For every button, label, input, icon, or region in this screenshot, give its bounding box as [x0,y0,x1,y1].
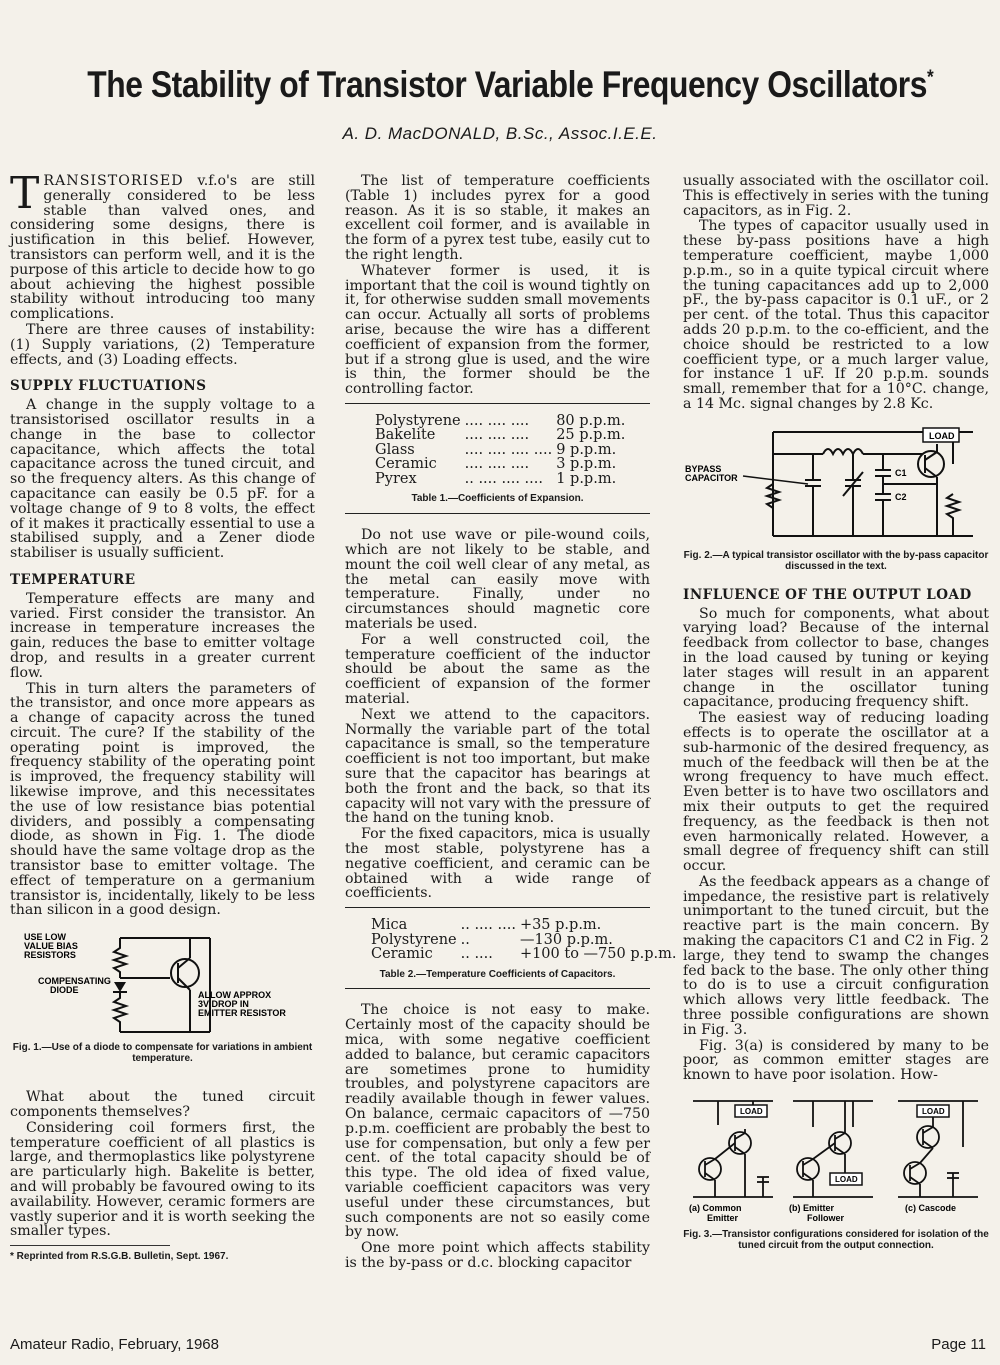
svg-text:3V DROP IN: 3V DROP IN [198,999,249,1010]
table-row [371,918,680,933]
table-cell-dots: .... .... .... [464,412,530,429]
paragraph: Next we attend to the capacitors. Normally the variable part of the total capacitance is small, so the temperature coefficient is not too important, but make sure that the capacitor has bearings at both the front and the back, so that its capacity will not vary with the pressure of the hand on the tuning knob. [345,706,650,827]
column-1 [10,168,315,1265]
paragraph: For the fixed capacitors, mica is usually the most stable, polystyrene has a negative coefficient, and ceramic can be obtained with a wide range of coefficients. [345,826,650,902]
table-cell-dots: .. .... .... [460,917,516,934]
table2-caption: Table 2.—Temperature Coefficients of Capacitors. [379,968,616,980]
table-cell-dots: .... .... .... [464,427,530,444]
table-cell-dots: .... .... .... .... [464,441,553,458]
fig3-schematic [683,1097,989,1225]
fig3a-load: LOAD [740,1107,763,1117]
fig1-label-diode: COMPENSATING [38,976,111,987]
intro-paragraph: TRANSISTORISED v.f.o's are still generally considered to be less stable than valved ones, and considering some designs, there is justification in this belief. However, transistors can perform well, and it is the purpose of this article to decide how to go about achieving the highest possible stability without introducing too many complications. [10,168,315,323]
fig3b-label: (b) Emitter [789,1203,834,1214]
svg-text:Follower: Follower [807,1213,845,1224]
table-cell-value: 9 p.p.m. [556,441,617,458]
fig3-caption: Fig. 3.—Transistor configurations considered for isolation of the tuned circuit from the output connection. [683,1229,989,1252]
table-row [375,443,629,458]
paragraph: The types of capacitor usually used in these by-pass positions have a high temperature coefficient, maybe 1,000 p.p.m., so in a quite typical circuit where the tuning capacitances add up to 2,000 pF., the by-pass capacitor is 0.1 uF., or 2 per cent. of the total. Thus this capacitor adds 20 p.p.m. to the co-efficient, and the choice should be restricted to a low coefficient type, or a much larger value, for instance 1 uF. If 20 p.p.m. sounds small, remember that for a 10°C. change, a 14 Mc. signal changes by 2.8 Kc. [683,218,989,412]
figure-2 [683,424,989,572]
table-cell-name: Pyrex [375,470,417,487]
paragraph: A change in the supply voltage to a transistorised oscillator results in a change in the base to collector capacitance, which affects the total capacitance across the tuned circuit, and so the frequency alters. As this change of capacitance can easily be 0.5 pF. for a voltage change of 9 to 8 volts, the effect of it makes it practically essential to use a stabilised supply, and a Zener diode stabiliser is usually sufficient. [10,397,315,562]
svg-text:DIODE: DIODE [50,985,79,996]
paragraph: Considering coil formers first, the temperature coefficient of all plastics is large, and thermoplastics like polystyrene are particularly high. Bakelite is better, and will probably be favoured owing to its availability. However, ceramic formers are vastly superior and it is worth seeking the smaller types. [10,1119,315,1240]
paragraph: The choice is not easy to make. Certainly most of the capacity should be mica, with some negative coefficient added to balance, but ceramic capacitors are sometimes prone to humidity troubles, and polystyrene capacitors are readily available though in fewer values. On balance, cermaic capacitors of —750 p.p.m. coefficient are probably the best to use for compensation, but only a few per cent. of the total capacity should be of this type. The old idea of fixed value, variable coefficient capacitors was very useful under these circumstances, but such components are not so easily come by now. [345,1002,650,1241]
svg-text:Emitter: Emitter [707,1213,739,1224]
table-cell-value: +35 p.p.m. [519,917,602,934]
table-cell-dots: .. .... [460,946,493,963]
fig3c-label: (c) Cascode [905,1203,957,1214]
fig1-label-emitter: ALLOW APPROX [198,990,272,1001]
fig2-schematic [683,424,989,546]
table-row [371,947,680,962]
table-2 [371,918,680,962]
svg-text:CAPACITOR: CAPACITOR [685,472,738,483]
paragraph: Whatever former is used, it is important that the coil is wound tightly on it, for otherwise sudden small movements can occur. Actually all sorts of problems arise, because the wire has a different coefficient of expansion from the former, but if a strong glue is used, and the wire is thin, the former should be the controlling factor. [345,262,651,398]
paragraph: Do not use wave or pile-wound coils, which are not likely to be stable, and mount the coil well clear of any metal, as the metal can easily move with temperature. Finally, under no circumstances should magnetic core materials be used. [345,527,650,633]
article-title: The Stability of Transistor Variable Frequency Oscillators* [87,64,934,105]
fig2-label-c1: C1 [895,467,907,478]
fig1-label-bias: USE LOW [24,932,66,943]
fig2-caption: Fig. 2.—A typical transistor oscillator with the by-pass capacitor discussed in the text. [683,549,989,572]
section-heading-load: INFLUENCE OF THE OUTPUT LOAD [683,586,972,603]
footer-publication: Amateur Radio, February, 1968 [10,1336,219,1353]
paragraph: One more point which affects stability is the by-pass or d.c. blocking capacitor [345,1240,650,1272]
table-cell-value: —130 p.p.m. [519,931,613,948]
fig3b-load: LOAD [835,1175,858,1185]
footer-page-number: Page 11 [931,1336,986,1353]
figure-1 [10,928,315,1064]
table-cell-name: Glass [375,441,415,458]
paragraph: There are three causes of instability: (1) Supply variations, (2) Temperature effects, and (3) Loading effects. [10,321,315,368]
paragraph: For a well constructed coil, the temperature coefficient of the inductor should be about the same as the coefficient of expansion of the former material. [345,631,650,708]
table1-caption: Table 1.—Coefficients of Expansion. [411,493,584,505]
paragraph: The list of temperature coefficients (Table 1) includes pyrex for a good reason. As it is so stable, it makes an excellent coil former, and is available in the form of a pyrex test tube, easily cut to the right length. [345,173,650,263]
table-cell-name: Polystyrene [375,412,461,429]
table-1 [375,414,629,487]
table-cell-value: 25 p.p.m. [556,427,626,444]
paragraph: Fig. 3(a) is considered by many to be poor, as common emitter stages are known to have poor isolation. How- [683,1037,989,1084]
table-cell-name: Bakelite [375,427,436,444]
table-cell-value: 3 p.p.m. [556,456,617,473]
fig2-label-c2: C2 [895,491,907,502]
fig2-label-load: LOAD [929,430,955,441]
svg-text:EMITTER RESISTOR: EMITTER RESISTOR [198,1008,286,1019]
table-cell-name: Ceramic [371,946,433,963]
section-heading-supply: SUPPLY FLUCTUATIONS [10,378,207,395]
author-byline: A. D. MacDONALD, B.Sc., Assoc.I.E.E. [342,124,658,143]
paragraph: usually associated with the oscillator coil. This is effectively in series with the tuning capacitors, as in Fig. 2. [683,173,989,219]
paragraph: So much for components, what about varying load? Because of the internal feedback from collector to base, changes in the load caused by tuning or keying later stages will result in an apparent change in the oscillator tuning capacitance, producing frequency shift. [683,605,989,711]
table1-rule [345,403,650,404]
fig1-schematic [10,928,315,1038]
table-cell-value: 1 p.p.m. [556,470,617,487]
fig2-label-bypass: BYPASS [685,463,722,474]
paragraph: What about the tuned circuit components themselves? [10,1089,315,1121]
paragraph: This in turn alters the parameters of the transistor, and once more appears as a change of capacity across the tuned circuit. The cure? If the stability of the operating point is improved, the frequency stability of the operating point is improved, the frequency stability will likewise improve, and this necessitates the use of low resistance bias potential dividers, and possibly a compensating diode, as shown in Fig. 1. The diode should have the same voltage drop as the transistor base to emitter voltage. The effect of temperature on a germanium transistor is, incidentally, likely to be less than silicon in a good design. [10,680,315,919]
drop-cap: T [10,168,40,219]
paragraph: As the feedback appears as a change of impedance, the resistive part is relatively unimportant to the tuned circuit, but the reactive part is the main concern. By making the capacitors C1 and C2 in Fig. 2 large, they tend to swamp the changes fed back to the base. The only other thing to do is to use a circuit configuration which allows very little feedback. The three possible configurations are shown in Fig. 3. [683,873,989,1038]
table1-rule-bottom [345,513,650,514]
svg-text:VALUE BIAS: VALUE BIAS [24,941,78,952]
table-row [375,457,629,472]
table-cell-name: Ceramic [375,456,437,473]
table2-rule-bottom [345,988,650,989]
table-row [371,933,680,948]
table-row [375,428,629,443]
fig3c-load: LOAD [922,1107,945,1117]
column-2 [345,173,677,1272]
table-cell-name: Mica [371,917,408,934]
table-cell-value: 80 p.p.m. [556,412,626,429]
table-cell-dots: .. .... .... .... [464,470,543,487]
fig3a-label: (a) Common [689,1203,742,1214]
fig1-caption: Fig. 1.—Use of a diode to compensate for variations in ambient temperature. [12,1042,313,1065]
table-cell-value: +100 to —750 p.p.m. [519,946,677,963]
table2-rule [345,907,650,908]
svg-text:RESISTORS: RESISTORS [24,950,76,961]
table-cell-dots: .... .... .... [464,456,530,473]
table-row [375,472,629,487]
figure-3 [683,1097,989,1251]
paragraph: The easiest way of reducing loading effects is to operate the oscillator at a sub-harmonic of the desired frequency, as much of the feedback will then be at the wrong frequency to have much effect. Even better is to have two oscillators and mix their outputs to get the required frequency, as the feedback is then not even harmonically related. However, a small degree of frequency shift can still occur. [683,710,989,875]
table-row [375,414,629,429]
paragraph: Temperature effects are many and varied. First consider the transistor. An increase in temperature increases the gain, reduces the base to emitter voltage drop, and results in a greater current flow. [10,590,315,681]
footnote: * Reprinted from R.S.G.B. Bulletin, Sept. 1967. [10,1245,170,1265]
table-cell-dots: .. [460,931,470,948]
table-cell-name: Polystyrene [371,931,457,948]
column-3 [683,174,989,1251]
section-heading-temperature: TEMPERATURE [10,571,136,588]
